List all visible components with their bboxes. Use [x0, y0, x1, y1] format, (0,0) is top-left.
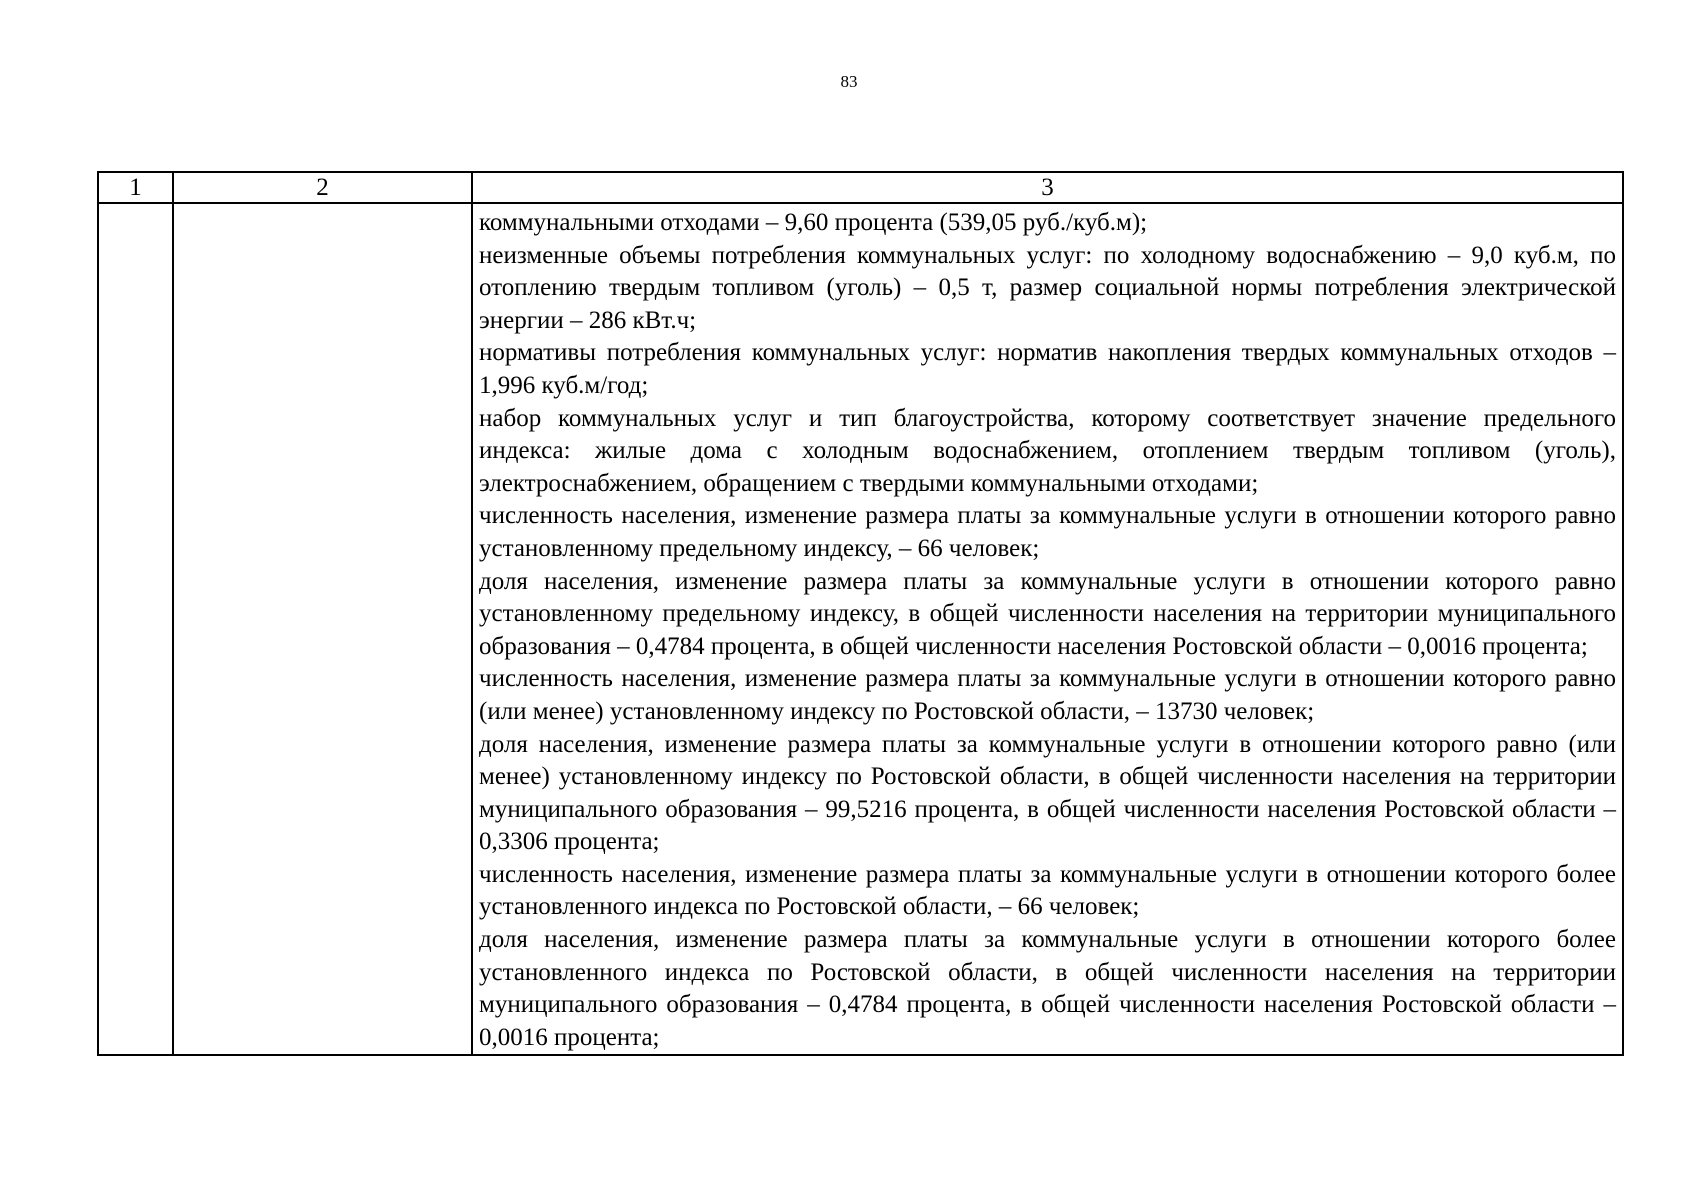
table-header-row — [98, 172, 1623, 203]
data-table — [97, 171, 1624, 1056]
paragraph: численность населения, изменение размера платы за коммунальные услуги в отношении которого равно (или менее) установленному индексу по Ростовской области, – 13730 человек; — [479, 665, 1616, 725]
table-cell-col1 — [98, 203, 173, 1055]
paragraph: набор коммунальных услуг и тип благоустройства, которому соответствует значение предельного индекса: жилые дома с холодным водоснабжением, отоплением твердым топливом (уголь), электроснабжением, обращением с твердыми коммунальными отходами; — [479, 404, 1616, 497]
page-number: 83 — [840, 72, 858, 91]
column-header-3: 3 — [472, 172, 1623, 203]
paragraph: неизменные объемы потребления коммунальных услуг: по холодному водоснабжению – 9,0 куб.м, по отоплению твердым топливом (уголь) – 0,5 т, размер социальной нормы потребления электрической энергии – 286 кВт.ч; — [479, 241, 1616, 334]
paragraph: доля населения, изменение размера платы за коммунальные услуги в отношении которого более установленного индекса по Ростовской области, в общей численности населения на территории муниципального образования – 0,4784 процента, в общей численности населения Ростовской области – 0,0016 процента; — [479, 926, 1616, 1051]
paragraph: доля населения, изменение размера платы за коммунальные услуги в отношении которого равно установленному предельному индексу, в общей численности населения на территории муниципального образования – 0,4784 процента, в общей численности населения Ростовской области – 0,0016 процента; — [479, 567, 1616, 660]
table-cell-col2 — [173, 203, 472, 1055]
paragraph: численность населения, изменение размера платы за коммунальные услуги в отношении которого равно установленному предельному индексу, – 66 человек; — [479, 502, 1616, 562]
table-row — [98, 203, 1623, 1055]
paragraph: доля населения, изменение размера платы за коммунальные услуги в отношении которого равно (или менее) установленному индексу по Ростовской области, в общей численности населения на территории муниципального образования – 99,5216 процента, в общей численности населения Ростовской области – 0,3306 процента; — [479, 730, 1616, 856]
table-cell-col3 — [472, 203, 1623, 1055]
paragraph: нормативы потребления коммунальных услуг: норматив накопления твердых коммунальных отходов – 1,996 куб.м/год; — [479, 339, 1616, 399]
paragraph: коммунальными отходами – 9,60 процента (539,05 руб./куб.м); — [479, 209, 1148, 236]
column-header-1: 1 — [98, 172, 173, 203]
column-header-2: 2 — [173, 172, 472, 203]
paragraph: численность населения, изменение размера платы за коммунальные услуги в отношении которого более установленного индекса по Ростовской области, – 66 человек; — [479, 860, 1616, 921]
